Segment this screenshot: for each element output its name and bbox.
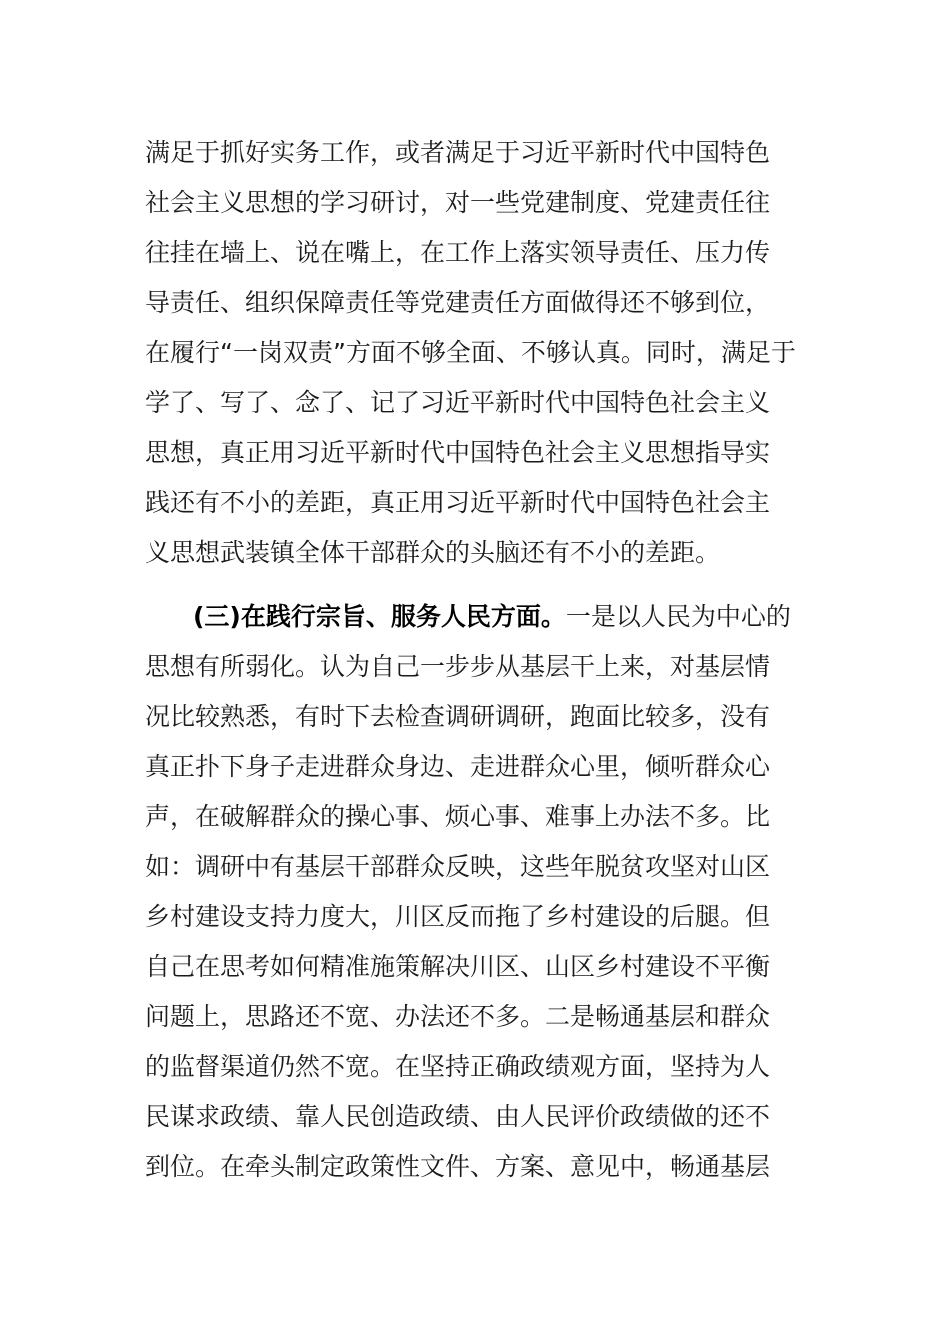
- paragraph-2: [145, 592, 805, 1192]
- text-line: 自己在思考如何精准施策解决川区、山区乡村建设不平衡: [145, 952, 771, 981]
- text-run: 一是以人民为中心的: [565, 602, 791, 631]
- text-line-first: [145, 592, 805, 642]
- text-line: 在履行“一岗双责”方面不够全面、不够认真。同时，满足于: [145, 338, 796, 367]
- text-line: 乡村建设支持力度大，川区反而拖了乡村建设的后腿。但: [145, 902, 771, 931]
- text-line: 的监督渠道仍然不宽。在坚持正确政绩观方面，坚持为人: [145, 1052, 771, 1081]
- text-line: 到位。在牵头制定政策性文件、方案、意见中，畅通基层: [145, 1152, 771, 1181]
- text-line: 往挂在墙上、说在嘴上，在工作上落实领导责任、压力传: [145, 238, 771, 267]
- text-line: 践还有不小的差距，真正用习近平新时代中国特色社会主: [145, 488, 771, 517]
- paragraph-1: [145, 128, 805, 578]
- paragraph-spacer: [145, 578, 805, 592]
- section-heading: (三)在践行宗旨、服务人民方面。: [193, 602, 566, 631]
- text-line: 思想有所弱化。认为自己一步步从基层干上来，对基层情: [145, 652, 771, 681]
- text-line: 满足于抓好实务工作，或者满足于习近平新时代中国特色: [145, 138, 771, 167]
- text-line: 民谋求政绩、靠人民创造政绩、由人民评价政绩做的还不: [145, 1102, 771, 1131]
- text-line: 问题上，思路还不宽、办法还不多。二是畅通基层和群众: [145, 1002, 771, 1031]
- text-line: 思想，真正用习近平新时代中国特色社会主义思想指导实: [145, 438, 771, 467]
- text-line: 声，在破解群众的操心事、烦心事、难事上办法不多。比: [145, 802, 771, 831]
- text-line: 如：调研中有基层干部群众反映，这些年脱贫攻坚对山区: [145, 852, 771, 881]
- text-line: 况比较熟悉，有时下去检查调研调研，跑面比较多，没有: [145, 702, 771, 731]
- text-line: 学了、写了、念了、记了习近平新时代中国特色社会主义: [145, 388, 771, 417]
- text-line: 导责任、组织保障责任等党建责任方面做得还不够到位，: [145, 288, 771, 317]
- document-body: [145, 128, 805, 1192]
- text-line: 社会主义思想的学习研讨，对一些党建制度、党建责任往: [145, 188, 771, 217]
- text-line: 真正扑下身子走进群众身边、走进群众心里，倾听群众心: [145, 752, 771, 781]
- text-line: 义思想武装镇全体干部群众的头脑还有不小的差距。: [145, 538, 721, 567]
